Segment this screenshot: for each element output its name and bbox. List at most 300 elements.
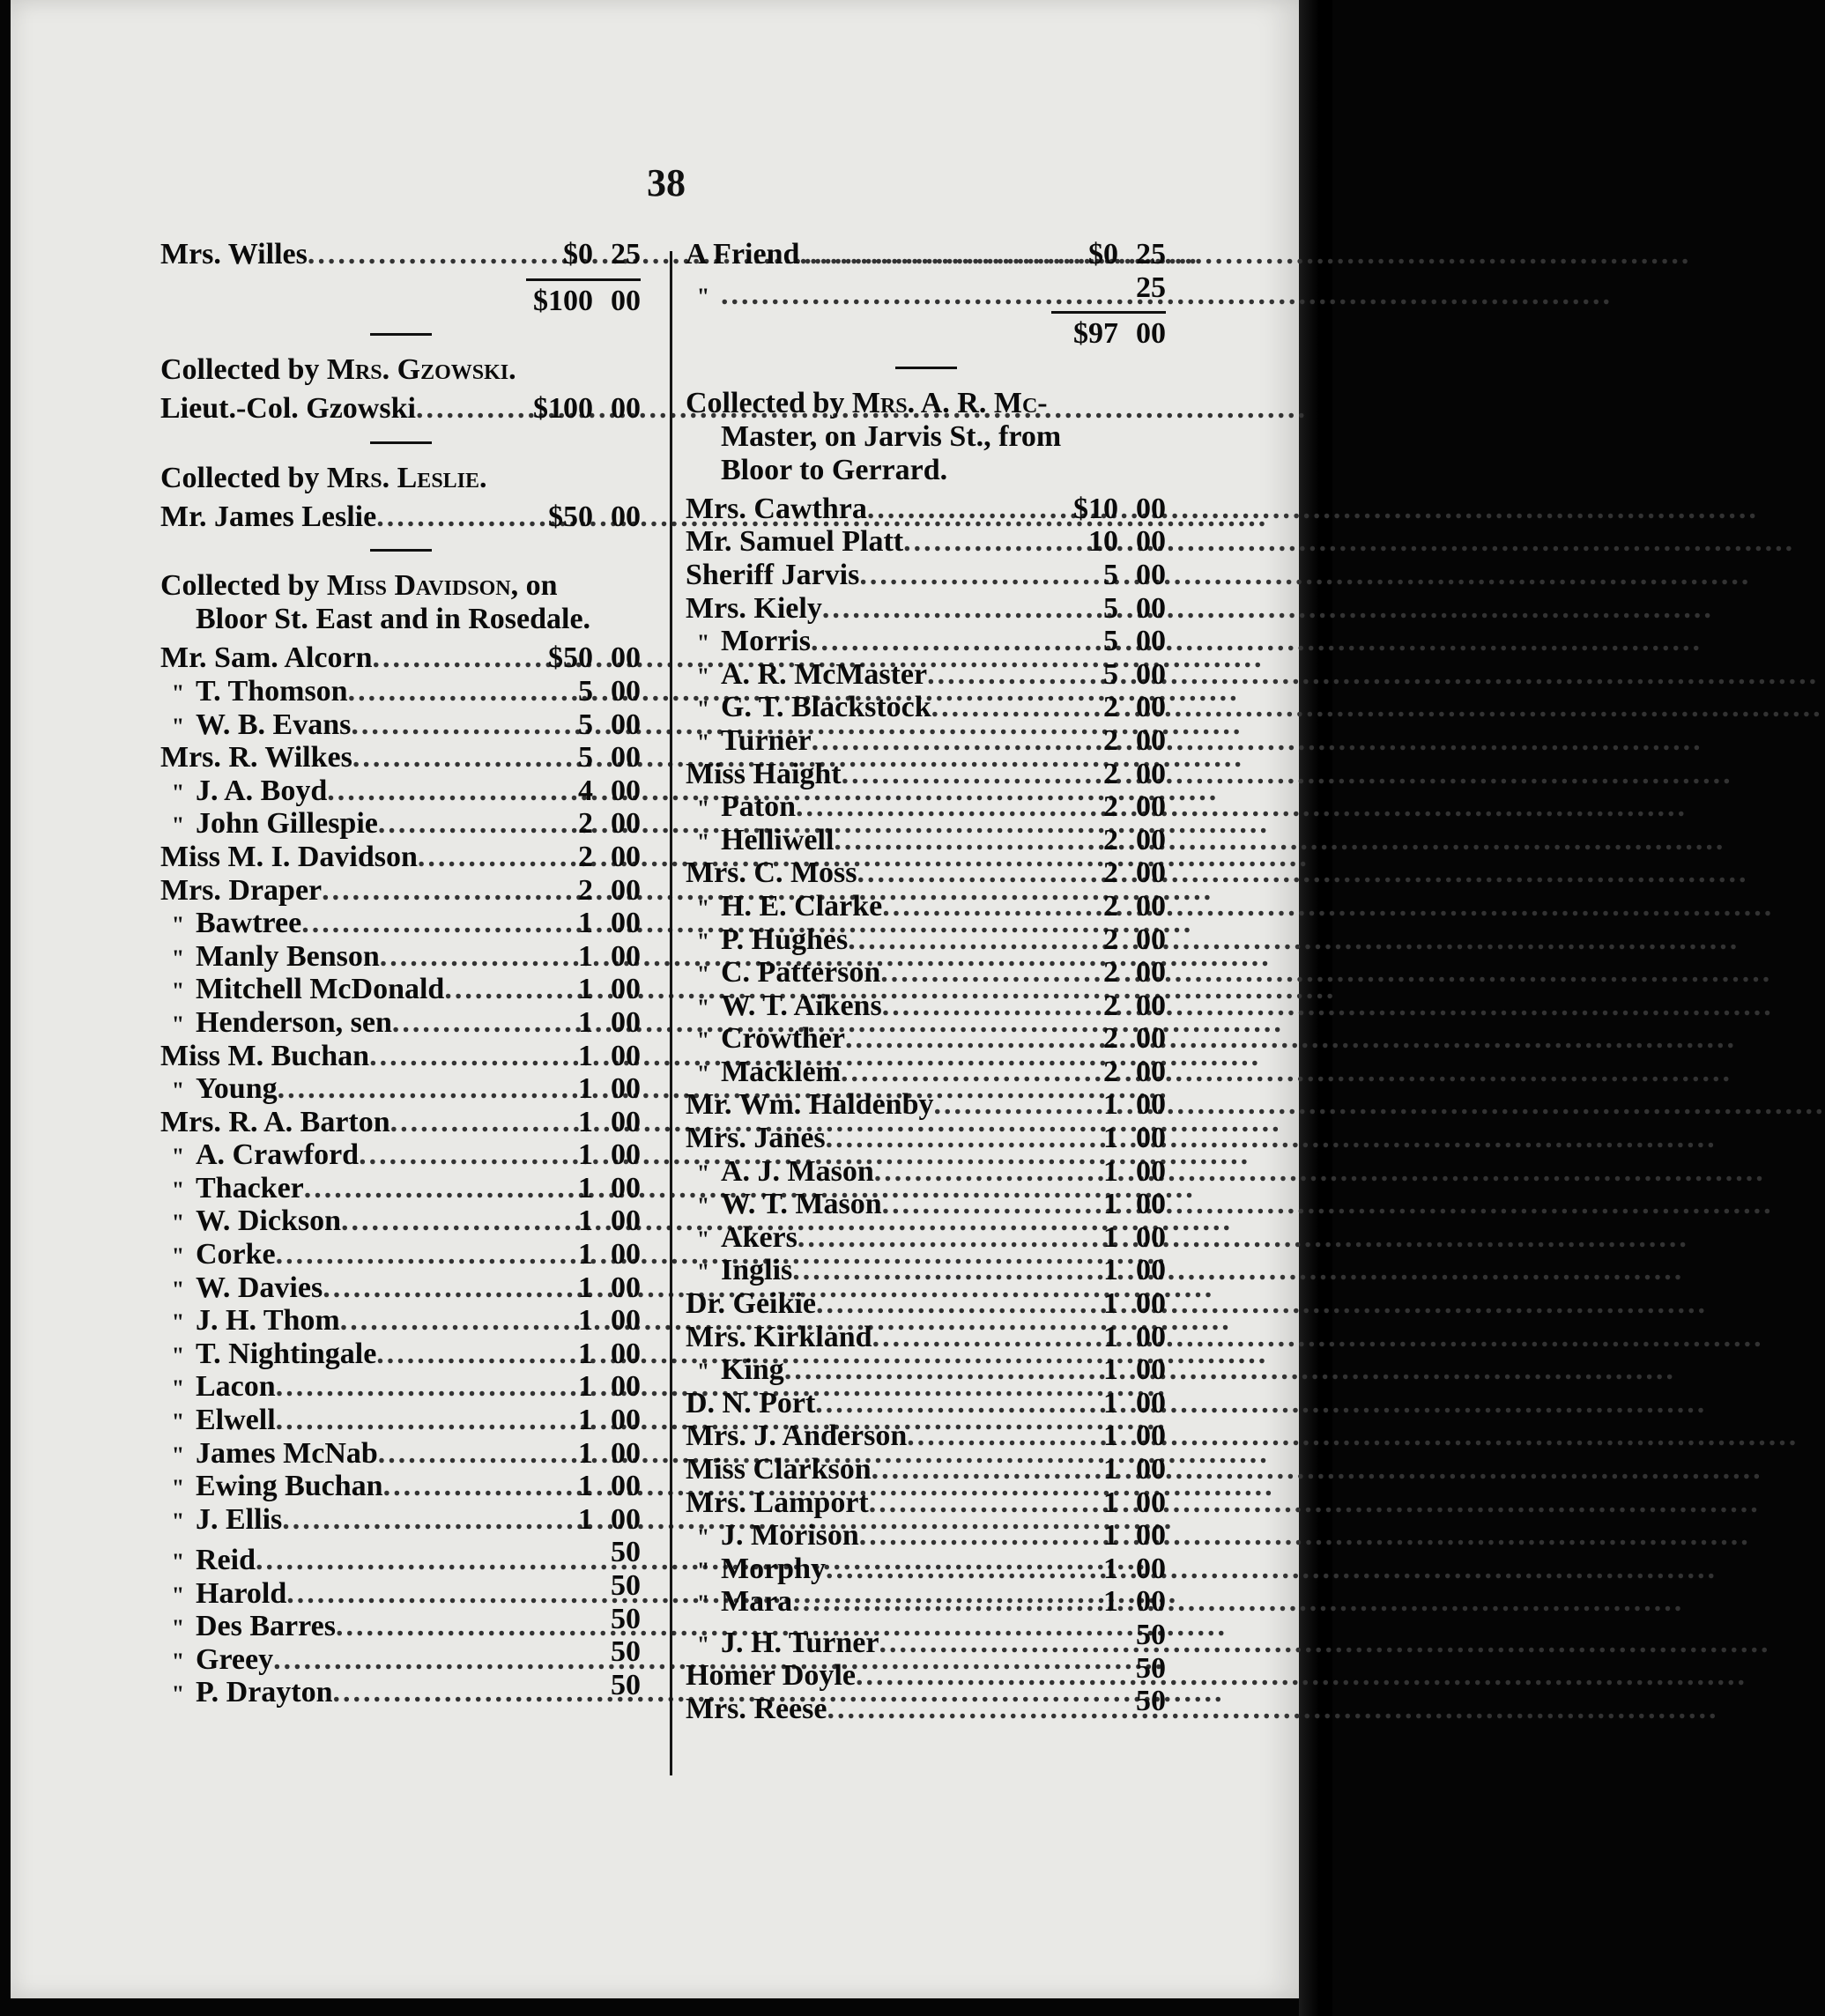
amount-dollars: 1: [1103, 1552, 1118, 1585]
amount: [1069, 625, 1166, 658]
amount: [1069, 1088, 1166, 1122]
amount-cents: 00: [611, 1502, 641, 1536]
amount: [1069, 1122, 1166, 1155]
contributor-name: [686, 691, 931, 726]
contributor-name: [160, 1503, 282, 1538]
contributor-name: [686, 1486, 869, 1520]
contributor-name: [686, 1627, 879, 1662]
contributor-name: [686, 1353, 784, 1389]
list-item: [686, 1287, 1166, 1321]
dot-leader: [799, 238, 1069, 271]
dot-leader: [336, 1610, 544, 1643]
amount-dollars: 2: [1103, 823, 1118, 856]
amount: [1069, 1486, 1166, 1520]
dot-leader: [869, 1486, 1069, 1520]
amount-dollars: 1: [578, 939, 593, 973]
contributor-name-text: T. Nightingale: [196, 1337, 377, 1370]
total-dollars: $100: [533, 284, 593, 317]
contributor-name: [686, 956, 880, 991]
amount-cents: 50: [1136, 1651, 1166, 1685]
amount-dollars: 1: [1103, 1585, 1118, 1619]
ditto-mark: ": [696, 796, 710, 822]
amount-dollars: 1: [1103, 1453, 1118, 1486]
column-divider: [670, 251, 672, 1775]
amount-dollars: 5: [1103, 558, 1118, 591]
dot-leader: [907, 1419, 1069, 1453]
amount-cents: 00: [1136, 989, 1166, 1022]
ditto-mark: ": [696, 828, 710, 855]
ditto-mark: ": [171, 1176, 185, 1203]
amount-cents: 00: [1136, 1519, 1166, 1553]
dot-leader: [792, 1254, 1069, 1287]
contributor-name-text: Mrs. Reese: [686, 1692, 827, 1725]
section-divider: [370, 333, 432, 336]
ditto-mark: ": [696, 1590, 710, 1617]
page-number: 38: [647, 161, 686, 204]
contributor-name-text: Mr. Sam. Alcorn: [160, 641, 373, 675]
list-item: [686, 271, 1166, 310]
heading-line-3: Bloor to Gerrard.: [721, 453, 948, 486]
ditto-mark: ": [171, 1342, 185, 1368]
ditto-mark: ": [696, 961, 710, 988]
amount-dollars: $50: [548, 641, 593, 675]
contributor-name: [686, 592, 822, 626]
amount: [544, 1271, 641, 1305]
contributor-name-text: Thacker: [196, 1171, 304, 1204]
contributor-name: [160, 1338, 376, 1373]
contributor-name-text: Mara: [721, 1585, 793, 1619]
ditto-mark: ": [171, 1375, 185, 1402]
heading-line: [160, 353, 516, 386]
list-item: [686, 1122, 1166, 1155]
contributor-name-text: Sheriff Jarvis: [686, 558, 860, 591]
list-item: [686, 824, 1166, 857]
amount-dollars: 2: [578, 873, 593, 907]
dot-leader: [827, 1693, 1069, 1726]
dot-leader: [826, 1122, 1069, 1155]
list-item: [160, 1204, 641, 1238]
list-item: [160, 775, 641, 808]
contributor-name: [160, 1204, 341, 1240]
amount-dollars: 2: [1103, 989, 1118, 1022]
amount-dollars: 1: [1103, 1353, 1118, 1387]
amount-cents: 00: [1136, 757, 1166, 790]
amount: [544, 1370, 641, 1404]
amount-cents: 00: [1136, 1386, 1166, 1419]
ditto-mark: ": [171, 1475, 185, 1501]
amount-dollars: 1: [578, 1370, 593, 1404]
amount-cents: 00: [1136, 492, 1166, 525]
contributor-name: [686, 989, 882, 1025]
list-item: [160, 940, 641, 974]
contributor-name-text: Helliwell: [721, 823, 835, 856]
amount: [544, 708, 641, 742]
amount: [544, 1204, 641, 1238]
dot-leader: [798, 1221, 1069, 1255]
list-item: [160, 1040, 641, 1073]
amount-cents: 50: [611, 1635, 641, 1669]
contributor-name: [686, 625, 811, 660]
amount-cents: 00: [611, 1105, 641, 1138]
dot-leader: [879, 1627, 1069, 1660]
amount-dollars: 1: [578, 1039, 593, 1072]
amount-dollars: 1: [578, 1171, 593, 1204]
ditto-mark: ": [696, 630, 710, 656]
amount-dollars: 1: [578, 1271, 593, 1304]
amount: [1069, 493, 1166, 526]
amount-cents: 00: [1136, 1022, 1166, 1056]
contributor-name: [160, 1106, 390, 1139]
left-column: [160, 238, 641, 1709]
dot-leader: [276, 1238, 544, 1271]
contributor-name-text: Miss Haight: [686, 757, 842, 790]
amount-dollars: 1: [578, 1204, 593, 1238]
contributor-name-text: J. Morison: [721, 1519, 859, 1553]
ditto-mark: ": [696, 994, 710, 1020]
amount-cents: 00: [611, 500, 641, 533]
amount-cents: 00: [1136, 1552, 1166, 1585]
list-item: [686, 658, 1166, 692]
section-divider: [895, 367, 957, 369]
collector-heading: [160, 569, 641, 636]
contributor-name: [160, 1238, 276, 1273]
contributor-name: [686, 238, 799, 271]
list-item: [686, 1387, 1166, 1420]
contributor-name-text: Mrs. C. Moss: [686, 856, 857, 890]
amount-dollars: $0: [1088, 238, 1118, 271]
amount: [1069, 1652, 1166, 1686]
contributor-name-text: Ewing Buchan: [196, 1470, 383, 1503]
list-item: [686, 1419, 1166, 1453]
amount-cents: 00: [1136, 723, 1166, 757]
amount-cents: 00: [1136, 1353, 1166, 1387]
collector-name: Mrs. Gzowski: [326, 353, 509, 387]
contributor-name: [160, 1643, 273, 1679]
list-item: [160, 907, 641, 940]
heading-prefix: Collected by: [686, 386, 852, 419]
amount-cents: 00: [611, 1072, 641, 1106]
amount: [1069, 724, 1166, 758]
amount: [544, 1503, 641, 1537]
amount-dollars: 1: [1103, 1122, 1118, 1155]
heading-prefix: Collected by: [160, 353, 327, 387]
contributor-name: [160, 238, 308, 271]
amount: [1069, 824, 1166, 857]
total-dollars: $97: [1073, 317, 1118, 351]
dot-leader: [333, 1676, 544, 1709]
dot-leader: [444, 973, 544, 1006]
contributor-name: [160, 1304, 340, 1339]
amount: [533, 392, 641, 426]
contributor-name: [160, 708, 351, 744]
contributor-name: [160, 1577, 286, 1612]
list-item: [160, 741, 641, 775]
contributor-name-text: W. Dickson: [196, 1204, 342, 1238]
ditto-mark: ": [171, 1681, 185, 1708]
collector-heading: [686, 387, 1166, 487]
list-item: [160, 1072, 641, 1106]
total-rule: [526, 278, 641, 281]
right-column: [686, 238, 1166, 1725]
amount: [544, 940, 641, 974]
ditto-mark: ": [696, 1631, 710, 1657]
list-item: [160, 874, 641, 908]
list-item: [686, 592, 1166, 626]
ditto-mark: ": [171, 945, 185, 971]
contributor-name-text: W. Davies: [196, 1271, 323, 1304]
contributor-name: [160, 1172, 304, 1207]
contributor-name: [686, 923, 848, 959]
amount-dollars: 2: [1103, 1022, 1118, 1056]
contributor-name: [686, 1659, 856, 1693]
amount: [544, 500, 641, 534]
contributor-name-text: Morris: [721, 625, 811, 658]
contributor-name-text: Corke: [196, 1238, 276, 1271]
amount-cents: 00: [611, 392, 641, 426]
contributor-name: [686, 1419, 907, 1453]
contributor-name-text: T. Thomson: [196, 674, 348, 708]
dot-leader: [812, 724, 1069, 758]
amount: [544, 1138, 641, 1172]
list-item: [686, 691, 1166, 724]
amount: [1069, 1619, 1166, 1652]
list-item: [160, 1404, 641, 1437]
dot-leader: [822, 592, 1069, 626]
list-item: [686, 1056, 1166, 1089]
amount-dollars: 1: [1103, 1419, 1118, 1453]
contributor-name-text: Mrs. Janes: [686, 1122, 826, 1155]
amount-dollars: 1: [578, 1502, 593, 1536]
dot-leader: [323, 1271, 544, 1305]
ditto-mark: ": [171, 812, 185, 839]
amount: [544, 1238, 641, 1271]
amount: [1069, 271, 1166, 305]
contributor-name-text: Mrs. Draper: [160, 873, 323, 907]
amount-cents: 00: [611, 1204, 641, 1238]
dot-leader: [784, 1353, 1069, 1387]
total-row: [160, 285, 641, 318]
contributor-name: [686, 278, 721, 314]
collector-name: Mrs. A. R. Mc-: [851, 386, 1048, 419]
collector-heading: [160, 353, 641, 387]
amount-cents: 00: [611, 1436, 641, 1470]
heading-suffix: .: [508, 353, 516, 387]
list-item: [686, 790, 1166, 824]
amount: [1069, 1553, 1166, 1586]
ditto-mark: ": [696, 1259, 710, 1286]
list-item: [160, 841, 641, 874]
contributor-name: [160, 1437, 378, 1472]
amount: [1069, 1685, 1166, 1718]
contributor-name-text: Mrs. J. Anderson: [686, 1419, 908, 1453]
amount-cents: 00: [611, 1304, 641, 1338]
amount-cents: 00: [611, 840, 641, 873]
contributor-name: [160, 1040, 369, 1073]
list-item: [686, 525, 1166, 559]
amount-cents: 00: [611, 741, 641, 775]
ditto-mark: ": [696, 1160, 710, 1186]
amount-cents: 00: [611, 1337, 641, 1370]
amount-dollars: 1: [1103, 1254, 1118, 1287]
contributor-name: [160, 741, 352, 775]
amount-cents: 00: [1136, 1088, 1166, 1122]
contributor-name-text: D. N. Port: [686, 1386, 816, 1419]
contributor-name-text: Miss M. I. Davidson: [160, 840, 418, 873]
list-item: [686, 1321, 1166, 1354]
list-item: [686, 956, 1166, 989]
amount: [544, 841, 641, 874]
contributor-name-text: G. T. Blackstock: [721, 691, 931, 724]
amount-dollars: 1: [1103, 1486, 1118, 1519]
contributor-name: [160, 392, 416, 426]
amount-dollars: 1: [578, 1337, 593, 1370]
dot-leader: [796, 790, 1069, 824]
contributor-name: [686, 1056, 841, 1091]
contributor-name-text: Greey: [196, 1642, 274, 1676]
heading-line-2: Master, on Jarvis St., from: [721, 419, 1062, 453]
amount: [1069, 1585, 1166, 1619]
amount-cents: 00: [1136, 1055, 1166, 1088]
contributor-name: [160, 973, 444, 1008]
dot-leader: [278, 1072, 544, 1106]
dot-leader: [882, 1188, 1069, 1221]
amount-cents: 00: [1136, 657, 1166, 691]
contributor-name-text: C. Patterson: [721, 956, 881, 989]
contributor-name: [686, 1387, 815, 1420]
list-item: [160, 1271, 641, 1305]
amount-dollars: 1: [578, 1436, 593, 1470]
dot-leader: [376, 500, 544, 534]
dot-leader: [276, 1404, 544, 1437]
amount-dollars: 2: [578, 840, 593, 873]
heading-suffix: .: [479, 461, 487, 494]
dot-leader: [880, 956, 1069, 989]
amount-cents: 00: [1136, 1254, 1166, 1287]
ditto-mark: ": [696, 928, 710, 954]
list-item: [160, 1106, 641, 1139]
amount-cents: 50: [611, 1569, 641, 1602]
contributor-name-text: J. A. Boyd: [196, 774, 328, 807]
amount-cents: 00: [611, 1370, 641, 1404]
amount-dollars: 2: [1103, 757, 1118, 790]
dot-leader: [383, 1470, 544, 1503]
amount-cents: 00: [1136, 625, 1166, 658]
dot-leader: [856, 1659, 1069, 1693]
amount: [544, 1304, 641, 1338]
amount-dollars: 2: [1103, 691, 1118, 724]
heading-line-2: Bloor St. East and in Rosedale.: [196, 603, 591, 636]
contributor-name-text: A. J. Mason: [721, 1154, 874, 1188]
ditto-mark: ": [171, 1582, 185, 1608]
dot-leader: [872, 1453, 1069, 1486]
dot-leader: [848, 923, 1069, 957]
list-item: [160, 708, 641, 742]
list-item: [160, 1437, 641, 1471]
ditto-mark: ": [171, 1409, 185, 1435]
amount-cents: 00: [1136, 1188, 1166, 1221]
amount: [544, 238, 641, 271]
dot-leader: [416, 392, 533, 426]
amount-dollars: 1: [1103, 1088, 1118, 1122]
ditto-mark: ": [171, 1442, 185, 1468]
amount-cents: 00: [1136, 1154, 1166, 1188]
collector-name: Miss Davidson: [326, 569, 511, 603]
ditto-mark: ": [696, 696, 710, 723]
contributor-name: [686, 1553, 826, 1588]
contributor-name: [160, 1544, 256, 1579]
contributor-name-text: Paton: [721, 790, 796, 824]
contributor-name-text: W. T. Aikens: [721, 989, 882, 1022]
list-item: [686, 890, 1166, 923]
amount-cents: 00: [1136, 1453, 1166, 1486]
contributor-name: [686, 790, 796, 826]
amount-dollars: 5: [1103, 657, 1118, 691]
list-item: [686, 1519, 1166, 1553]
amount: [544, 1106, 641, 1139]
list-item: [160, 500, 641, 534]
list-item: [160, 392, 641, 426]
dot-leader: [811, 625, 1069, 658]
amount-cents: 00: [1136, 591, 1166, 625]
ditto-mark: ": [171, 679, 185, 706]
amount-dollars: 1: [578, 907, 593, 940]
dot-leader: [845, 1022, 1069, 1056]
amount-cents: 00: [1136, 1320, 1166, 1353]
dot-leader: [933, 1088, 1069, 1122]
amount-cents: 00: [611, 973, 641, 1006]
contributor-name: [160, 807, 378, 842]
amount: [1069, 1321, 1166, 1354]
dot-leader: [841, 1056, 1069, 1089]
contributor-name: [686, 856, 857, 890]
amount-dollars: 2: [1103, 923, 1118, 956]
dot-leader: [322, 874, 544, 908]
list-item: [686, 1453, 1166, 1486]
amount: [1069, 1287, 1166, 1321]
amount: [544, 1404, 641, 1437]
contributor-name-text: Mrs. Willes: [160, 238, 308, 271]
section-divider: [370, 549, 432, 552]
dot-leader: [286, 1577, 544, 1611]
amount: [544, 1072, 641, 1106]
contributor-name-text: Turner: [721, 723, 812, 757]
contributor-name: [686, 559, 859, 592]
dot-leader: [927, 658, 1069, 692]
contributor-name-text: W. T. Mason: [721, 1188, 882, 1221]
contributor-name-text: Henderson, sen: [196, 1005, 392, 1039]
amount: [1069, 1188, 1166, 1221]
list-item: [686, 1585, 1166, 1619]
dot-leader: [327, 775, 544, 808]
amount-dollars: 1: [1103, 1287, 1118, 1321]
list-item: [160, 1370, 641, 1404]
amount-dollars: 2: [1103, 1055, 1118, 1088]
list-item: [686, 1618, 1166, 1659]
list-item: [160, 675, 641, 708]
contributor-name-text: Macklem: [721, 1055, 841, 1088]
list-item: [686, 493, 1166, 526]
dot-leader: [282, 1503, 544, 1537]
amount-dollars: $10: [1073, 492, 1118, 525]
contributor-name: [160, 1404, 276, 1439]
amount: [544, 1172, 641, 1205]
amount: [544, 1437, 641, 1471]
contributor-name: [160, 1138, 359, 1174]
amount-cents: 00: [611, 674, 641, 708]
ditto-mark: ": [696, 1027, 710, 1054]
contributor-name-text: Akers: [721, 1220, 798, 1254]
amount: [544, 1635, 641, 1669]
